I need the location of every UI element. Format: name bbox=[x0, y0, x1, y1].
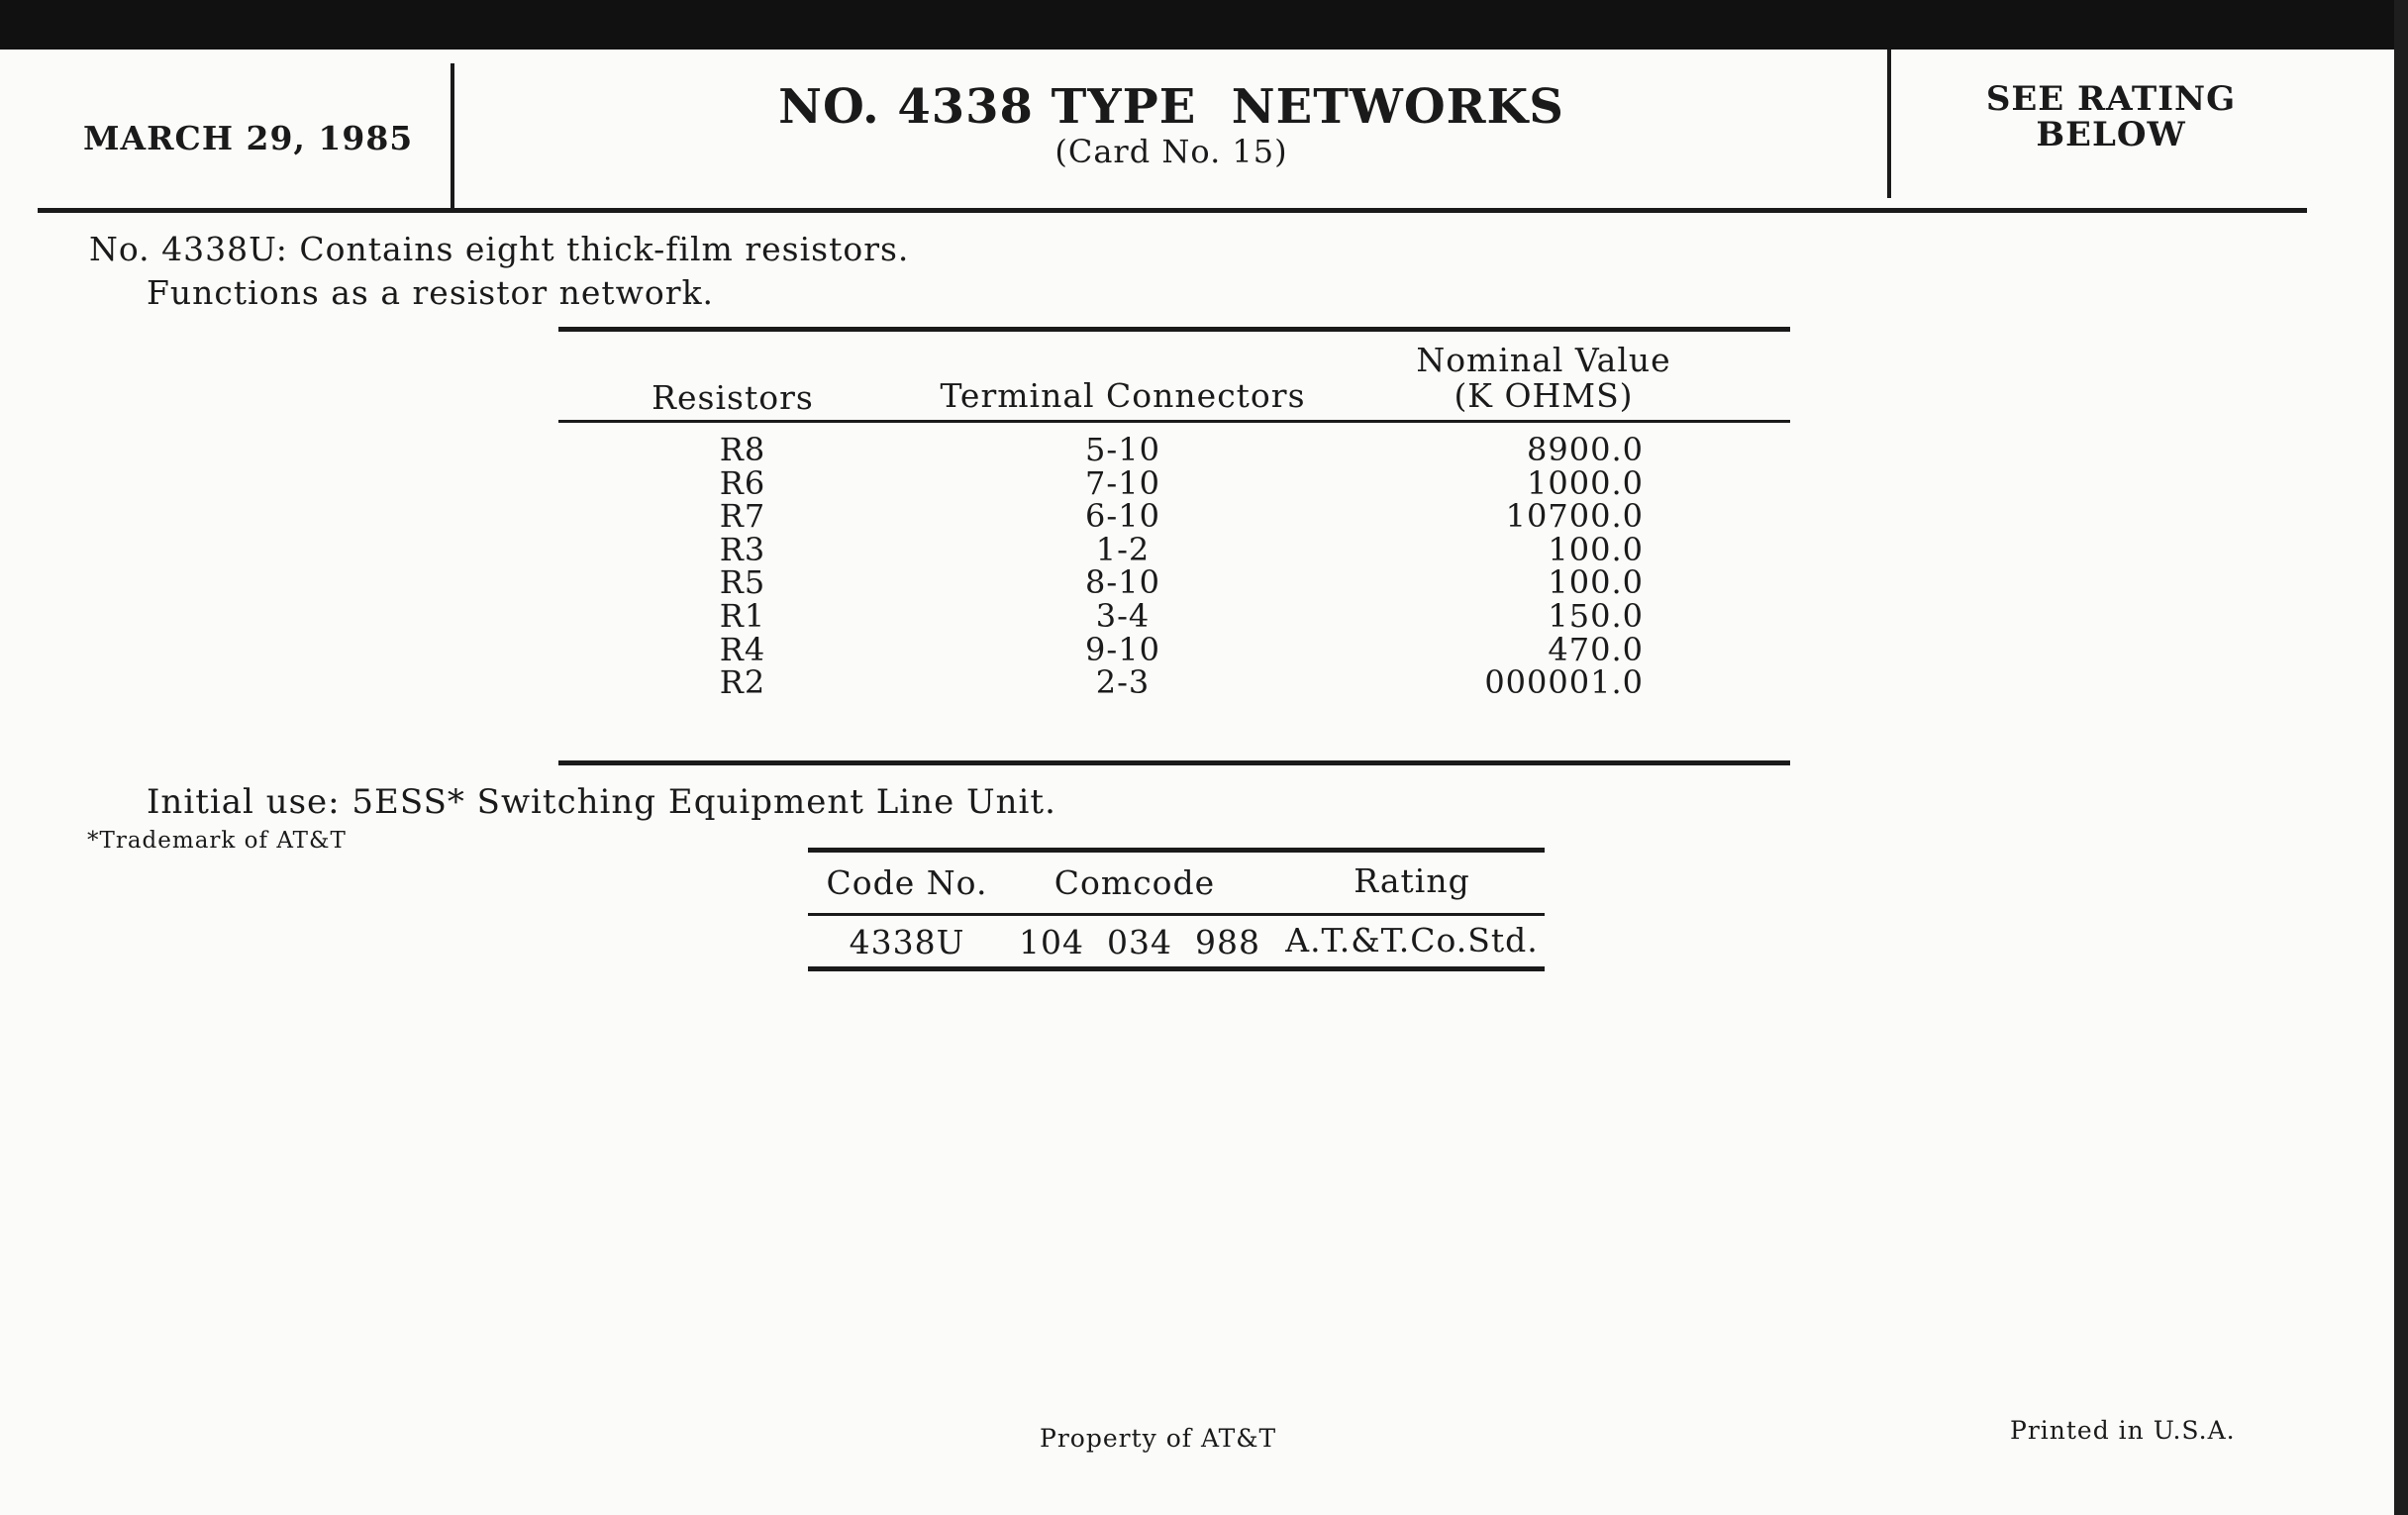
table-header-rule bbox=[558, 420, 1790, 423]
table-cell-terminal: 7-10 bbox=[1085, 463, 1160, 502]
table-cell-resistor: R5 bbox=[719, 563, 766, 602]
header-nominal-value bbox=[1331, 343, 1756, 414]
printed-notice: Printed in U.S.A. bbox=[2010, 1416, 2236, 1445]
code-no-value: 4338U bbox=[849, 923, 965, 961]
table-cell-value: 100.0 bbox=[1548, 530, 1644, 568]
rating-note bbox=[1893, 81, 2329, 152]
initial-use-note: Initial use: 5ESS* Switching Equipment Line Unit. bbox=[147, 782, 1056, 822]
table-cell-terminal: 6-10 bbox=[1085, 497, 1160, 536]
document-card bbox=[0, 50, 2394, 1515]
table-cell-resistor: R3 bbox=[719, 530, 766, 568]
table-cell-value: 150.0 bbox=[1548, 596, 1644, 635]
terminal-column bbox=[1034, 431, 1212, 702]
document-title: NO. 4338 TYPE NETWORKS bbox=[778, 79, 1564, 135]
table-cell-value: 10700.0 bbox=[1505, 497, 1644, 536]
header-code-no: Code No. bbox=[826, 863, 988, 902]
table-cell-resistor: R6 bbox=[719, 463, 766, 502]
header-terminal-connectors: Terminal Connectors bbox=[940, 376, 1306, 415]
table-cell-value: 470.0 bbox=[1548, 630, 1644, 668]
code-table-top-rule bbox=[808, 848, 1545, 853]
table-cell-terminal: 9-10 bbox=[1085, 630, 1160, 668]
code-table-header-rule bbox=[808, 913, 1545, 916]
rating-note-line2: BELOW bbox=[2036, 115, 2186, 154]
table-cell-value: 100.0 bbox=[1548, 563, 1644, 602]
header-comcode: Comcode bbox=[1054, 863, 1216, 902]
table-cell-terminal: 2-3 bbox=[1095, 663, 1151, 702]
trademark-note: *Trademark of AT&T bbox=[87, 828, 347, 854]
header-divider-left bbox=[451, 63, 454, 212]
description-line2: Functions as a resistor network. bbox=[147, 273, 715, 312]
header-rule bbox=[38, 208, 2307, 213]
table-cell-resistor: R4 bbox=[719, 630, 766, 668]
scan-edge bbox=[2394, 0, 2408, 1515]
header-divider-right bbox=[1887, 50, 1891, 198]
resistor-column bbox=[663, 431, 822, 702]
table-cell-value: 8900.0 bbox=[1527, 431, 1644, 468]
rating-note-line1: SEE RATING bbox=[1985, 79, 2237, 119]
table-cell-value: 000001.0 bbox=[1484, 663, 1644, 702]
table-bottom-rule bbox=[558, 760, 1790, 765]
header-nominal-line1: Nominal Value bbox=[1416, 341, 1671, 379]
table-cell-resistor: R1 bbox=[719, 596, 766, 635]
description-line1: No. 4338U: Contains eight thick-film resistors. bbox=[89, 230, 910, 268]
header-rating: Rating bbox=[1354, 861, 1470, 900]
table-cell-resistor: R7 bbox=[719, 497, 766, 536]
table-cell-terminal: 3-4 bbox=[1095, 596, 1151, 635]
table-cell-resistor: R2 bbox=[719, 663, 766, 702]
nominal-value-column bbox=[1410, 431, 1644, 702]
header-nominal-line2: (K OHMS) bbox=[1454, 376, 1634, 415]
header-resistors: Resistors bbox=[652, 378, 814, 417]
table-cell-terminal: 1-2 bbox=[1095, 530, 1151, 568]
code-table-bottom-rule bbox=[808, 966, 1545, 971]
card-number: (Card No. 15) bbox=[1054, 133, 1288, 170]
table-cell-resistor: R8 bbox=[719, 431, 766, 468]
issue-date: MARCH 29, 1985 bbox=[83, 119, 414, 157]
rating-value: A.T.&T.Co.Std. bbox=[1285, 921, 1539, 960]
table-top-rule bbox=[558, 327, 1790, 332]
table-cell-value: 1000.0 bbox=[1527, 463, 1644, 502]
comcode-value: 104 034 988 bbox=[1019, 923, 1260, 961]
table-cell-terminal: 8-10 bbox=[1085, 563, 1160, 602]
property-notice: Property of AT&T bbox=[1040, 1424, 1277, 1453]
table-cell-terminal: 5-10 bbox=[1085, 431, 1160, 468]
